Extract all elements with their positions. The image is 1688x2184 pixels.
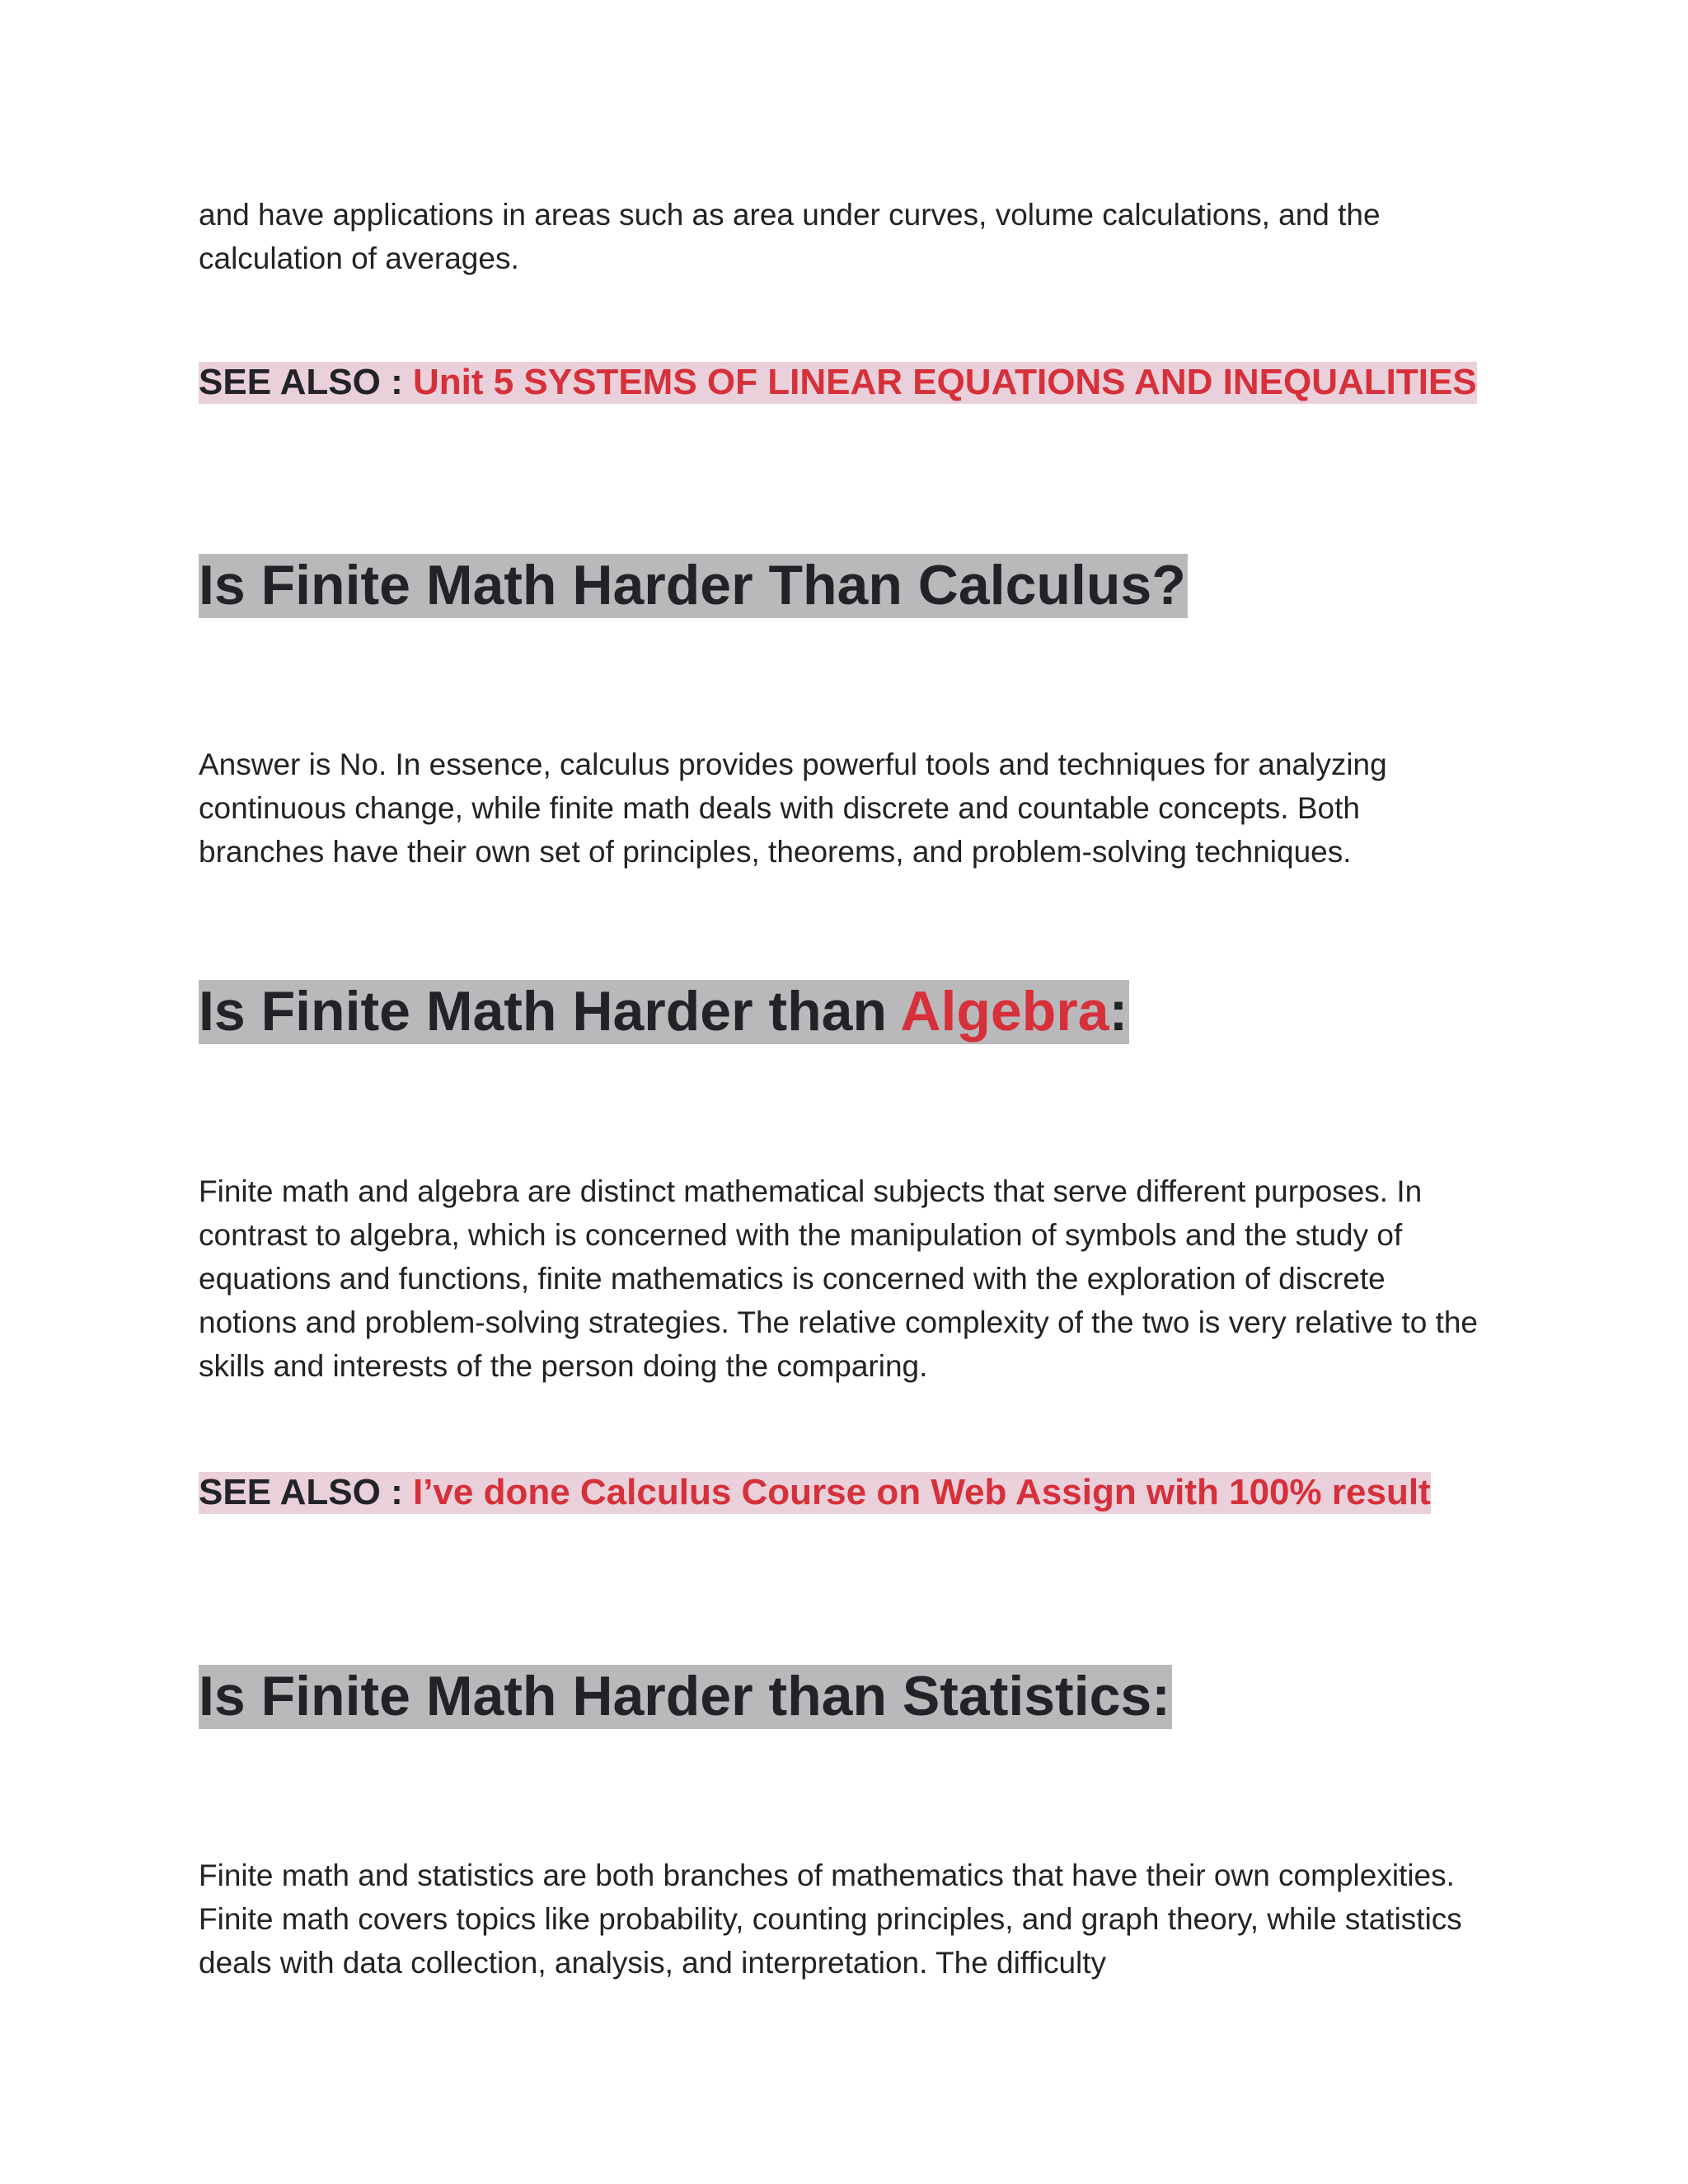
heading-calculus (199, 551, 1188, 620)
heading-algebra (199, 977, 1129, 1046)
see-also-label: SEE ALSO : (199, 1472, 413, 1512)
see-also-highlight (199, 1472, 1431, 1514)
statistics-paragraph: Finite math and statistics are both branches of mathematics that have their own complexities. Finite math covers topics like probability, counting principles, and graph theory, while statistics deals with data collection, analysis, and interpretation. The difficulty (199, 1858, 1462, 1980)
algebra-link[interactable]: Algebra (900, 980, 1109, 1043)
see-also-link-unit5[interactable]: Unit 5 SYSTEMS OF LINEAR EQUATIONS AND INEQUALITIES (412, 362, 1477, 402)
algebra-paragraph: Finite math and algebra are distinct mathematical subjects that serve different purposes. In contrast to algebra, which is concerned with the manipulation of symbols and the study of equations and functions, finite mathematics is concerned with the exploration of discrete notions and problem-solving strategies. The relative complexity of the two is very relative to the skills and interests of the person doing the comparing. (199, 1174, 1479, 1383)
heading-algebra-text: Is Finite Math Harder than (199, 980, 901, 1043)
intro-paragraph: and have applications in areas such as area under curves, volume calculations, and the calculation of averages. (199, 198, 1381, 275)
see-also-unit5 (199, 359, 1477, 406)
see-also-link-webassign[interactable]: I’ve done Calculus Course on Web Assign with 100% result (412, 1472, 1431, 1512)
heading-statistics-text: Is Finite Math Harder than Statistics: (199, 1665, 1170, 1727)
heading-calculus-text: Is Finite Math Harder Than Calculus? (199, 554, 1186, 616)
see-also-highlight (199, 362, 1477, 404)
heading-algebra-colon: : (1109, 980, 1128, 1043)
see-also-calculus-course (199, 1469, 1431, 1516)
see-also-label: SEE ALSO : (199, 362, 413, 402)
heading-algebra-highlight (199, 980, 1129, 1044)
calculus-paragraph: Answer is No. In essence, calculus provides powerful tools and techniques for analyzing continuous change, while finite math deals with discrete and countable concepts. Both branches have their own set of principles, theorems, and problem-solving techniques. (199, 748, 1387, 869)
heading-statistics (199, 1661, 1172, 1731)
